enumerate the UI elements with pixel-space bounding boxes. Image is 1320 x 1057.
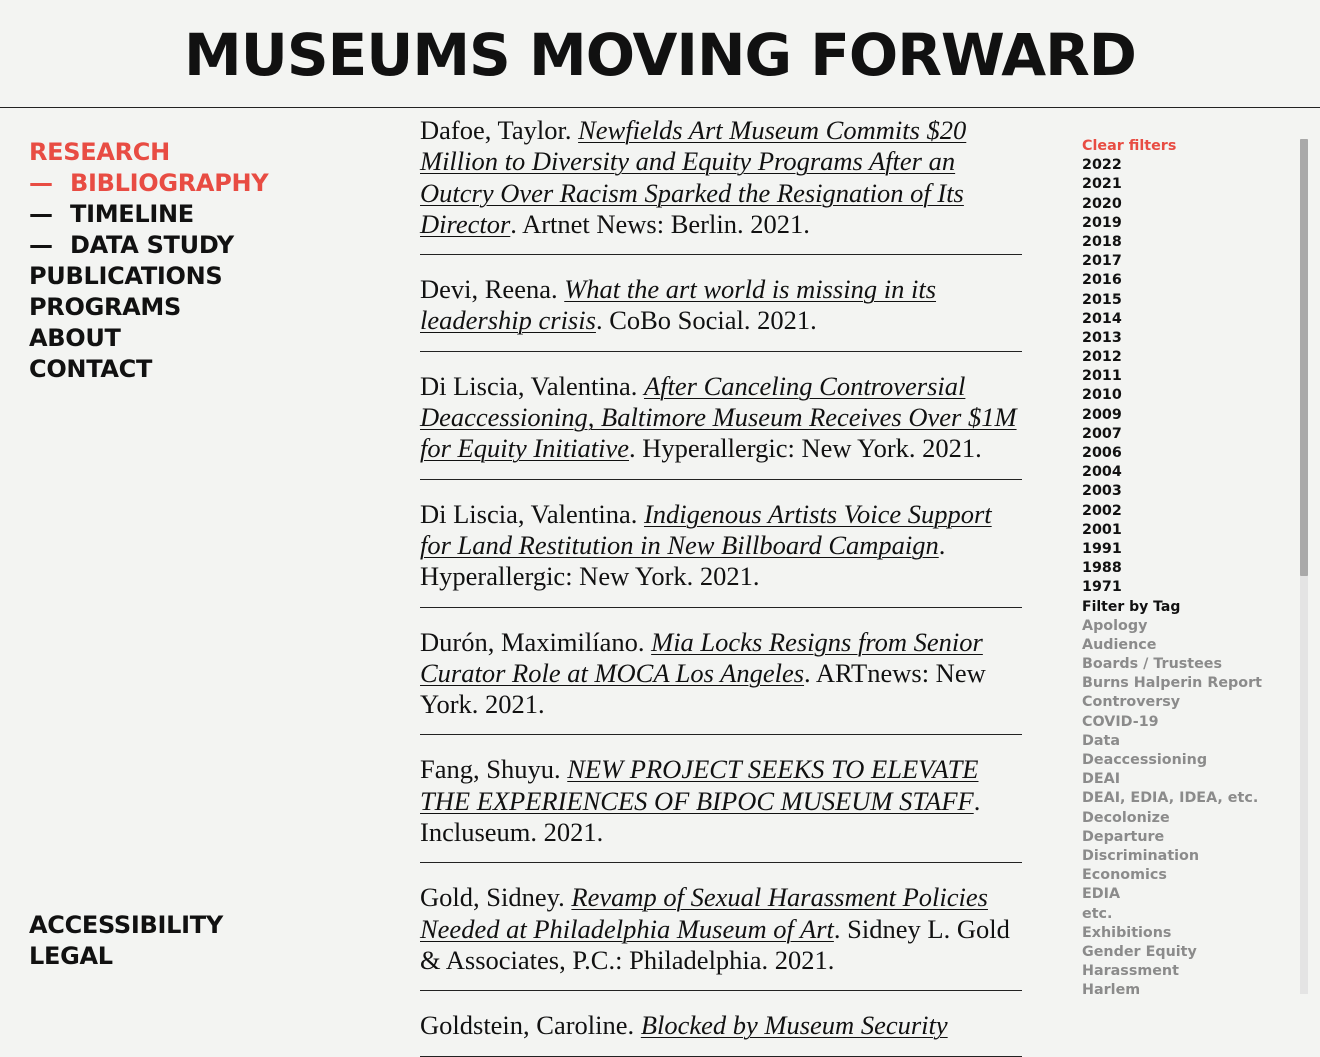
tag-filter-list [1082,617,1282,1001]
nav-bibliography-label: BIBLIOGRAPHY [70,169,269,197]
year-filter[interactable]: 1991 [1082,540,1122,557]
year-filter[interactable]: 2001 [1082,521,1122,538]
entry-source: . Artnet News: Berlin. 2021. [510,208,810,239]
bibliography-entry [420,1007,1022,1056]
dash-icon: — [29,231,53,259]
nav-accessibility[interactable]: ACCESSIBILITY [29,911,223,939]
year-filter[interactable]: 2012 [1082,349,1122,366]
entry-author: Durón, Maximilíano. [420,626,645,657]
site-header [0,0,1320,108]
entry-author: Dafoe, Taylor. [420,115,572,145]
bibliography-entry [420,112,1022,255]
entry-title-link[interactable]: Newfields Art Museum Commits $20 Million to Diversity and Equity Programs After an Outcry Over Racism Sparked the Resignation of Its Director [420,115,967,239]
entry-source: . ARTnews: New York. 2021. [420,657,986,720]
entry-author: Gold, Sidney. [420,882,565,913]
site-title[interactable]: MUSEUMS MOVING FORWARD [184,20,1136,89]
clear-filters-link[interactable]: Clear filters [1082,138,1177,154]
entry-author: Fang, Shuyu. [420,754,561,785]
tag-filter-heading: Filter by Tag [1082,598,1181,615]
filter-scrollbar[interactable] [1300,139,1308,994]
year-filter[interactable]: 2020 [1082,195,1122,212]
year-filter[interactable]: 2021 [1082,176,1122,193]
year-filter[interactable]: 2013 [1082,329,1122,346]
entry-source: . Incluseum. 2021. [420,785,981,848]
year-filter[interactable]: 2017 [1082,253,1122,270]
tag-filter[interactable]: Data [1082,732,1120,749]
nav-timeline-label: TIMELINE [70,200,194,228]
nav-bibliography[interactable] [29,168,268,199]
year-filter[interactable]: 1971 [1082,579,1122,596]
nav-programs[interactable]: PROGRAMS [29,293,181,321]
tag-filter[interactable]: Apology [1082,617,1148,634]
tag-filter[interactable]: Departure [1082,828,1165,845]
entry-author: Di Liscia, Valentina. [420,370,638,401]
year-filter[interactable]: 2018 [1082,233,1122,250]
tag-filter[interactable]: EDIA [1082,886,1121,903]
entry-title-link[interactable]: NEW PROJECT SEEKS TO ELEVATE THE EXPERIENCES OF BIPOC MUSEUM STAFF [420,754,979,816]
entry-title-link[interactable]: Blocked by Museum Security [640,1010,948,1041]
entry-title-link[interactable]: Indigenous Artists Voice Support for Land Restitution in New Billboard Campaign [420,498,992,560]
entry-source: . Sidney L. Gold & Associates, P.C.: Philadelphia. 2021. [420,913,1010,975]
year-filter[interactable]: 2019 [1082,214,1122,231]
tag-filter[interactable]: Discrimination [1082,847,1200,864]
nav-timeline[interactable] [29,199,268,230]
main-nav [29,137,268,385]
nav-contact[interactable]: CONTACT [29,355,153,383]
year-filter[interactable]: 2011 [1082,368,1122,385]
dash-icon: — [29,169,53,197]
nav-legal[interactable]: LEGAL [29,942,113,970]
tag-filter[interactable]: DEAI [1082,771,1121,788]
tag-filter[interactable]: Audience [1082,636,1157,653]
bibliography-entry [420,624,1022,736]
year-filter[interactable]: 2010 [1082,387,1122,404]
bibliography-entry [420,368,1022,480]
year-filter[interactable]: 2015 [1082,291,1122,308]
entry-source: . Hyperallergic: New York. 2021. [420,529,946,592]
bibliography-entry [420,879,1022,991]
year-filter[interactable]: 2016 [1082,272,1122,289]
entry-author: Goldstein, Caroline. [420,1010,635,1041]
nav-data-study-label: DATA STUDY [70,231,234,259]
tag-filter[interactable]: Harlem [1082,982,1141,999]
entry-author: Di Liscia, Valentina. [420,498,638,529]
year-filter-list [1082,156,1282,597]
entry-title-link[interactable]: After Canceling Controversial Deaccessioning, Baltimore Museum Receives Over $1M for Equity Initiative [420,370,1017,464]
nav-publications[interactable]: PUBLICATIONS [29,262,223,290]
tag-filter[interactable]: Gender Equity [1082,943,1197,960]
bibliography-list [420,112,1022,1041]
tag-filter[interactable]: Deaccessioning [1082,752,1208,768]
tag-filter[interactable]: Exhibitions [1082,924,1172,941]
year-filter[interactable]: 2009 [1082,406,1122,423]
year-filter[interactable]: 2004 [1082,464,1122,481]
year-filter[interactable]: 2007 [1082,425,1122,442]
year-filter[interactable]: 2022 [1082,157,1122,174]
nav-about[interactable]: ABOUT [29,324,121,352]
tag-filter[interactable]: Economics [1082,867,1167,884]
year-filter[interactable]: 2003 [1082,483,1122,500]
entry-source: . Hyperallergic: New York. 2021. [629,433,982,464]
filter-panel [1082,137,1282,1000]
entry-author: Devi, Reena. [420,274,558,305]
footer-nav [29,910,223,972]
bibliography-entry [420,496,1022,608]
tag-filter[interactable]: etc. [1082,905,1113,922]
tag-filter[interactable]: DEAI, EDIA, IDEA, etc. [1082,790,1259,807]
nav-data-study[interactable] [29,230,268,261]
tag-filter[interactable]: Harassment [1082,963,1179,980]
tag-filter[interactable]: COVID-19 [1082,713,1159,730]
dash-icon: — [29,200,53,228]
nav-research[interactable]: RESEARCH [29,138,170,166]
year-filter[interactable]: 1988 [1082,560,1122,577]
entry-title-link[interactable]: Mia Locks Resigns from Senior Curator Role at MOCA Los Angeles [420,626,983,688]
entry-title-link[interactable]: What the art world is missing in its leadership crisis [420,274,937,336]
tag-filter[interactable]: Boards / Trustees [1082,656,1222,673]
year-filter[interactable]: 2006 [1082,445,1122,461]
bibliography-entry [420,271,1022,352]
tag-filter[interactable]: Decolonize [1082,809,1170,826]
year-filter[interactable]: 2002 [1082,502,1122,519]
entry-title-link[interactable]: Revamp of Sexual Harassment Policies Needed at Philadelphia Museum of Art [420,882,988,944]
entry-source: . CoBo Social. 2021. [595,305,817,336]
scrollbar-thumb[interactable] [1300,139,1308,576]
year-filter[interactable]: 2014 [1082,310,1122,327]
tag-filter[interactable]: Burns Halperin Report [1082,675,1262,692]
bibliography-entry [420,751,1022,863]
tag-filter[interactable]: Controversy [1082,694,1181,711]
